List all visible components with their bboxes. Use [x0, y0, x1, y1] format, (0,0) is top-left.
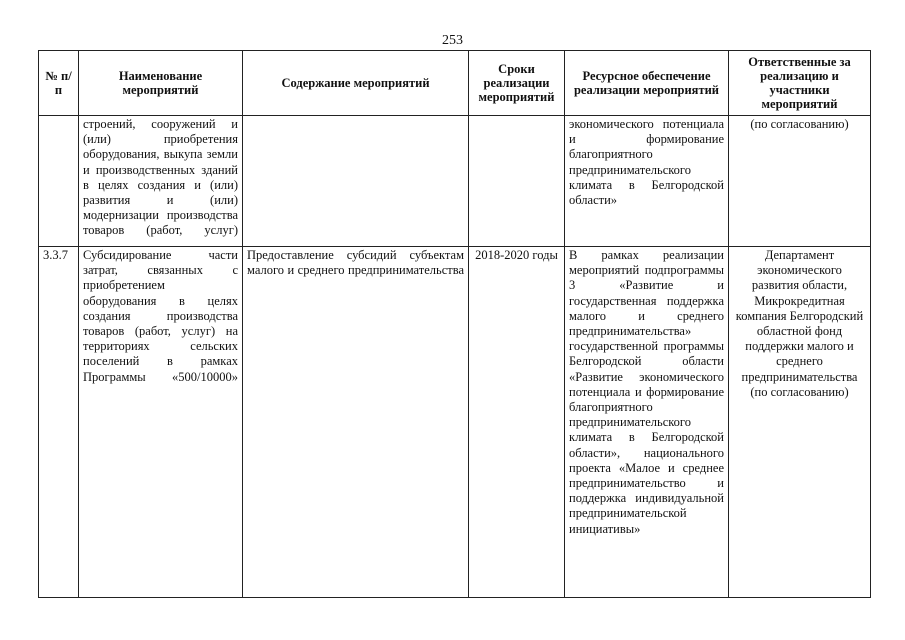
header-terms: Сроки реализации мероприятий — [469, 51, 565, 116]
cell-responsible: Департамент экономического развития области, Микрокредитная компания Белгородский областной фонд поддержки малого и среднего предпринимательства (по согласованию) — [729, 247, 871, 598]
table-row — [39, 116, 871, 247]
table-row — [39, 247, 871, 598]
cell-responsible: (по согласованию) — [729, 116, 871, 247]
cell-resources: экономического потенциала и формирование благоприятного предпринимательского климата в Белгородской области» — [565, 116, 729, 247]
cell-num: 3.3.7 — [39, 247, 79, 598]
header-name: Наименование мероприятий — [79, 51, 243, 116]
table-header-row — [39, 51, 871, 116]
cell-resources: В рамках реализации мероприятий подпрограммы 3 «Развитие и государственная поддержка малого и среднего предпринимательства» государственной программы Белгородской области «Развитие экономического потенциала и формирование благоприятного предпринимательского климата в Белгородской области», национального проекта «Малое и среднее предпринимательство и поддержка индивидуальной предпринимательской инициативы» — [565, 247, 729, 598]
cell-num — [39, 116, 79, 247]
cell-terms: 2018-2020 годы — [469, 247, 565, 598]
cell-name: Субсидирование части затрат, связанных с приобретением оборудования в целях создания производства товаров (работ, услуг) на территориях сельских поселений в рамках Программы «500/10000» — [79, 247, 243, 598]
page-number: 253 — [442, 33, 463, 48]
cell-terms — [469, 116, 565, 247]
cell-name: строений, сооружений и (или) приобретения оборудования, выкупа земли и производственных зданий в целях создания и (или) развития и (или) модернизации производства товаров (работ, услуг) — [79, 116, 243, 247]
header-content: Содержание мероприятий — [243, 51, 469, 116]
cell-content: Предоставление субсидий субъектам малого и среднего предпринимательства — [243, 247, 469, 598]
header-num: № п/п — [39, 51, 79, 116]
measures-table — [38, 50, 871, 598]
header-resources: Ресурсное обеспечение реализации мероприятий — [565, 51, 729, 116]
header-responsible: Ответственные за реализацию и участники мероприятий — [729, 51, 871, 116]
cell-content — [243, 116, 469, 247]
